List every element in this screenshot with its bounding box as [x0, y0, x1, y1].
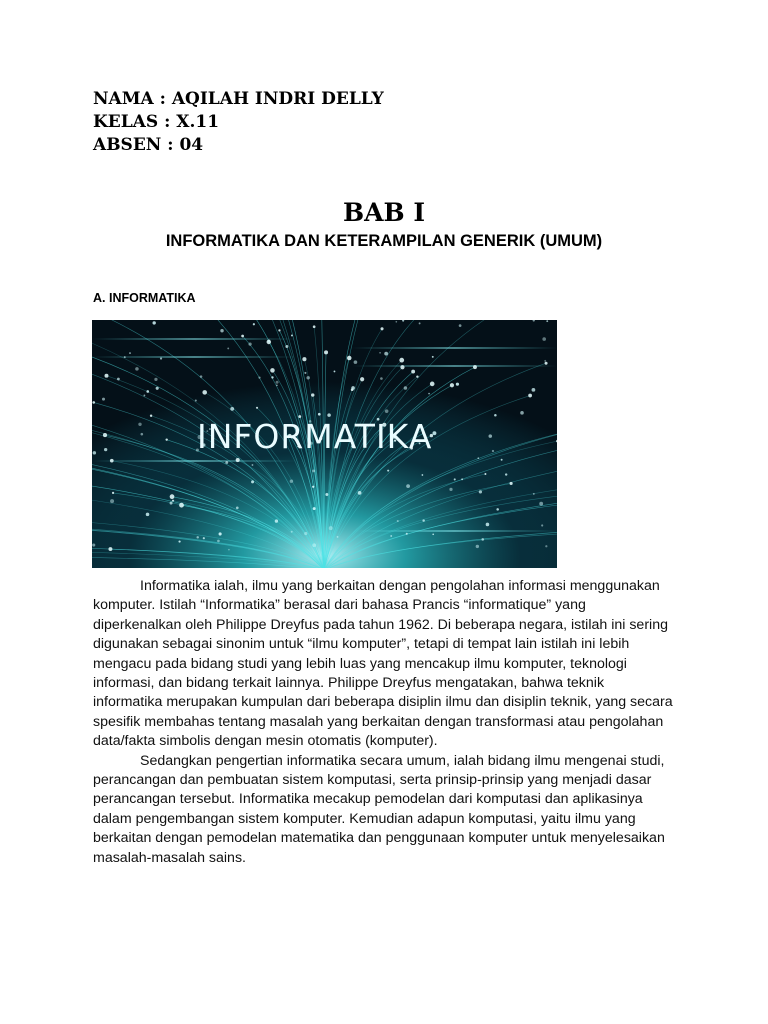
student-name: NAMA : AQILAH INDRI DELLY: [93, 89, 384, 109]
informatika-hero-image: [92, 320, 557, 568]
student-info-block: [93, 88, 384, 157]
chapter-subtitle: INFORMATIKA DAN KETERAMPILAN GENERIK (UMUM): [165, 232, 603, 250]
body-text: [93, 577, 673, 868]
student-absen: ABSEN : 04: [93, 135, 204, 155]
hero-overlay-text: INFORMATIKA: [197, 417, 433, 456]
network-illustration: [92, 320, 557, 568]
paragraph-2: Sedangkan pengertian informatika secara umum, ialah bidang ilmu mengenai studi, perancangan dan pembuatan sistem komputasi, serta prinsip-prinsip yang menjadi dasar perancangan tersebut. Informatika mecakup pemodelan dari komputasi dan aplikasinya dalam pengembangan sistem komputer. Kemudian adapun komputasi, yaitu ilmu yang berkaitan dengan pemodelan matematika dan penggunaan komputer untuk menyelesaikan masalah-masalah sains.: [93, 752, 665, 866]
section-heading: A. INFORMATIKA: [93, 291, 196, 305]
paragraph-1: Informatika ialah, ilmu yang berkaitan dengan pengolahan informasi menggunakan komputer. Istilah “Informatika” berasal dari bahasa Prancis “informatique” yang diperkenalkan oleh Philippe Dreyfus pada tahun 1962. Di beberapa negara, istilah ini sering digunakan sebagai sinonim untuk “ilmu komputer”, tetapi di tempat lain istilah ini lebih mengacu pada bidang studi yang lebih luas yang mencakup ilmu komputer, teknologi informasi, dan bidang terkait lainnya. Philippe Dreyfus mengatakan, bahwa teknik informatika merupakan kumpulan dari beberapa disiplin ilmu dan disiplin teknik, yang secara spesifik membahas tentang masalah yang berkaitan dengan transformasi atau pengolahan data/fakta simbolis dengan mesin otomatis (komputer).: [93, 578, 673, 750]
student-class: KELAS : X.11: [93, 112, 220, 132]
chapter-title: BAB I: [342, 198, 426, 227]
